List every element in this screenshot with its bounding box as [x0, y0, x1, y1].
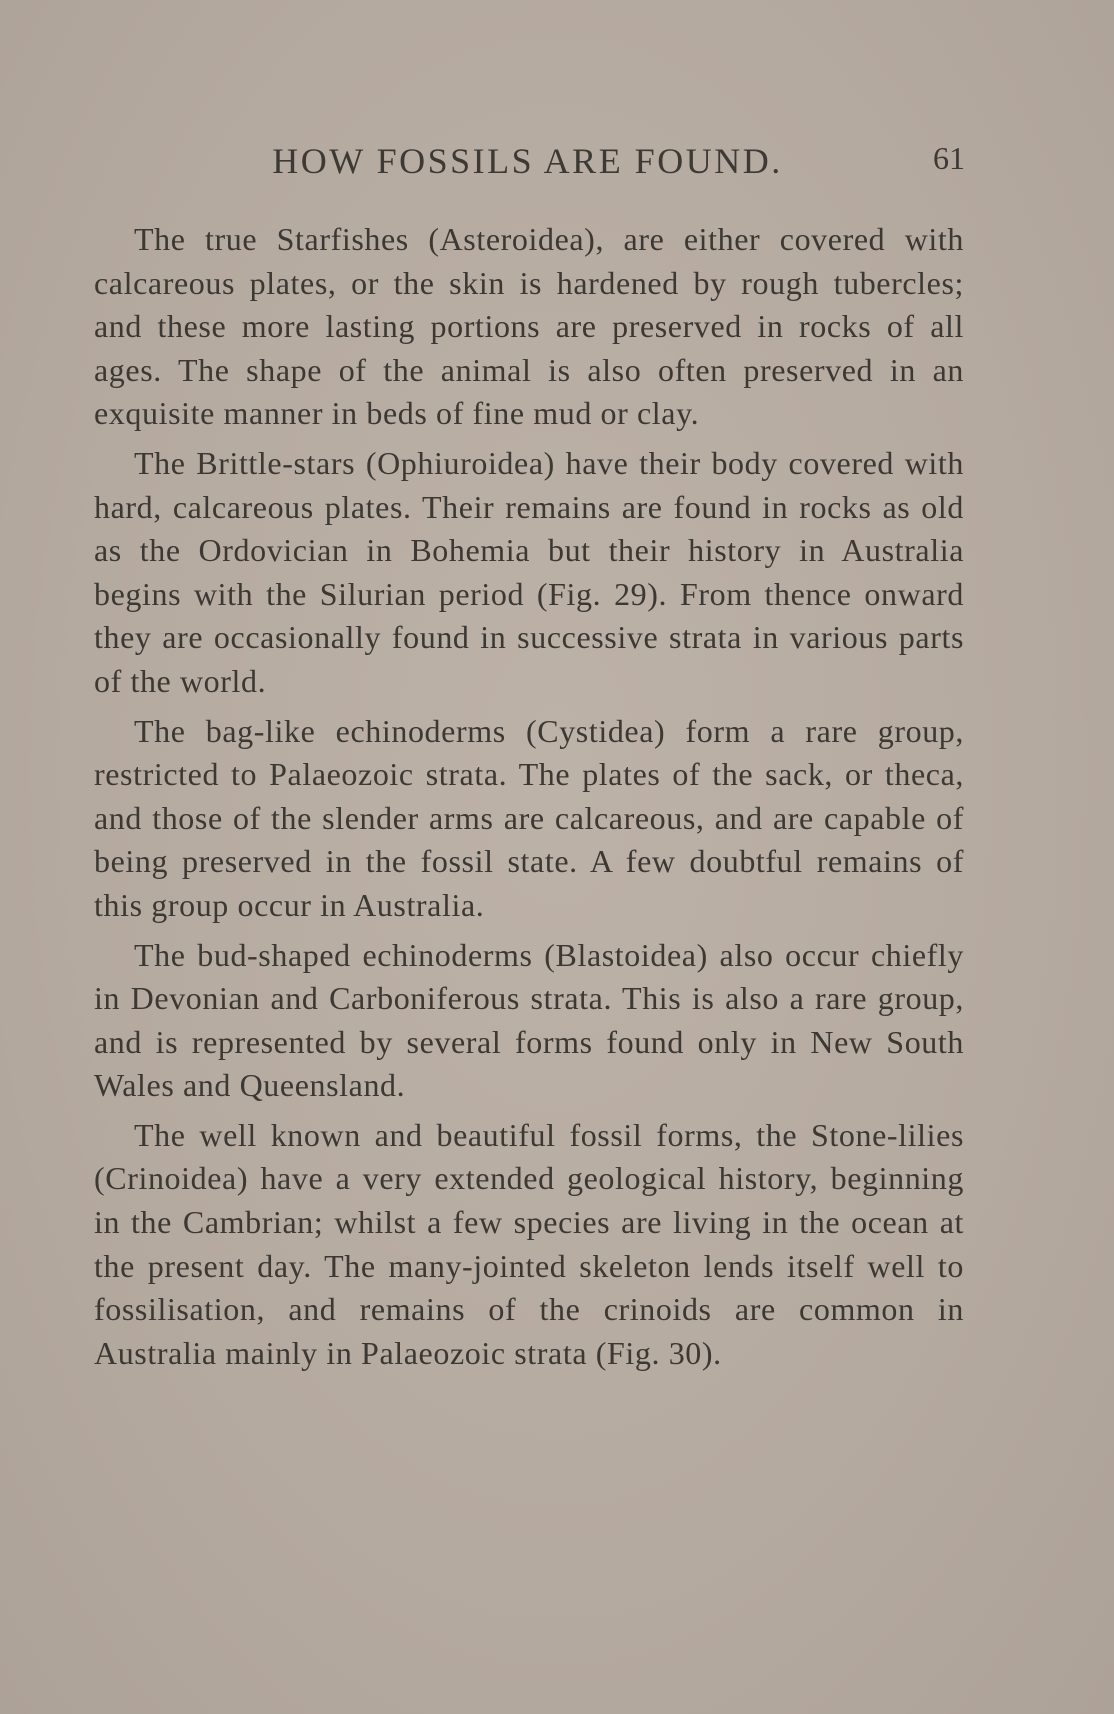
- paragraph-crinoidea: The well known and beautiful fossil forms, the Stone-lilies (Crinoidea) have a very extended geological history, beginning in the Cambrian; whilst a few species are living in the ocean at the present day. The many-jointed skeleton lends itself well to fossilisation, and remains of the crinoids are common in Australia mainly in Palaeozoic strata (Fig. 30).: [94, 1116, 964, 1371]
- paragraph-starfishes: The true Starfishes (Asteroidea), are either covered with calcareous plates, or the skin is hardened by rough tubercles; and these more lasting portions are preserved in rocks of all ages. The shape of the animal is also often preserved in an exquisite manner in beds of fine mud or clay.: [94, 221, 964, 432]
- page-title: HOW FOSSILS ARE FOUND.: [272, 141, 783, 181]
- paragraph-brittle-stars: The Brittle-stars (Ophiuroidea) have their body covered with hard, calcareous plates. Their remains are found in rocks as old as the Ordovician in Bohemia but their history in Australia begins with the Silurian period (Fig. 29). From thence onward they are occasionally found in successive strata in various parts of the world.: [94, 444, 964, 699]
- body-text: [94, 218, 964, 1381]
- page-number: 61: [933, 140, 965, 176]
- paragraph-cystidea: The bag-like echinoderms (Cystidea) form a rare group, restricted to Palaeozoic strata. The plates of the sack, or theca, and those of the slender arms are calcareous, and are capable of being preserved in the fossil state. A few doubtful remains of this group occur in Australia.: [94, 712, 964, 923]
- paragraph-blastoidea: The bud-shaped echinoderms (Blastoidea) also occur chiefly in Devonian and Carboniferous strata. This is also a rare group, and is represented by several forms found only in New South Wales and Queensland.: [94, 936, 964, 1104]
- running-head: [90, 140, 965, 184]
